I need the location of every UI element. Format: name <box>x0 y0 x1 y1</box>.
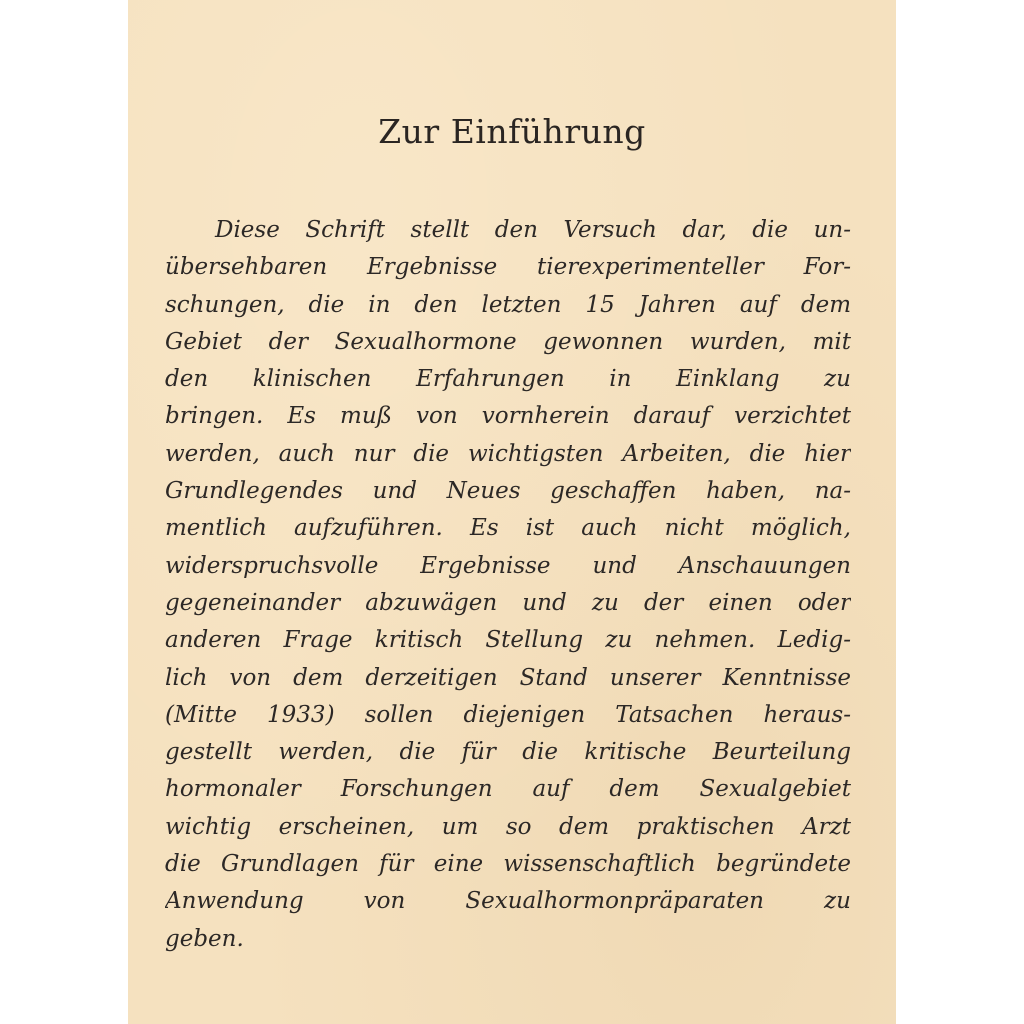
introduction-paragraph <box>165 212 851 958</box>
text-line: anderen Frage kritisch Stellung zu nehmen. Ledig- <box>165 627 851 654</box>
text-line: wichtig erscheinen, um so dem praktischen Arzt <box>165 813 851 840</box>
text-line: widerspruchsvolle Ergebnisse und Anschauungen <box>165 552 851 579</box>
text-line: bringen. Es muß von vornherein darauf verzichtet <box>165 403 851 430</box>
page-title: Zur Einführung <box>378 112 646 151</box>
text-line: hormonaler Forschungen auf dem Sexualgebiet <box>165 776 851 803</box>
text-line: mentlich aufzuführen. Es ist auch nicht möglich, <box>165 515 851 542</box>
text-line: gestellt werden, die für die kritische Beurteilung <box>165 739 851 766</box>
text-line: geben. <box>165 925 244 952</box>
text-line: schungen, die in den letzten 15 Jahren auf dem <box>165 291 851 318</box>
text-line: Anwendung von Sexualhormonpräparaten zu <box>165 888 851 915</box>
text-line: die Grundlagen für eine wissenschaftlich begründete <box>165 851 851 878</box>
text-line: (Mitte 1933) sollen diejenigen Tatsachen heraus- <box>165 701 851 728</box>
book-page <box>128 0 896 1024</box>
text-line: lich von dem derzeitigen Stand unserer Kenntnisse <box>165 664 851 691</box>
text-line: den klinischen Erfahrungen in Einklang zu <box>165 366 851 393</box>
text-line: Gebiet der Sexualhormone gewonnen wurden, mit <box>165 328 851 355</box>
text-line: Diese Schrift stellt den Versuch dar, die un- <box>215 217 851 243</box>
text-line: übersehbaren Ergebnisse tierexperimenteller For- <box>165 254 851 281</box>
text-line: werden, auch nur die wichtigsten Arbeiten, die hier <box>165 440 851 467</box>
text-line: gegeneinander abzuwägen und zu der einen oder <box>165 589 851 616</box>
text-line: Grundlegendes und Neues geschaffen haben, na- <box>165 478 851 505</box>
